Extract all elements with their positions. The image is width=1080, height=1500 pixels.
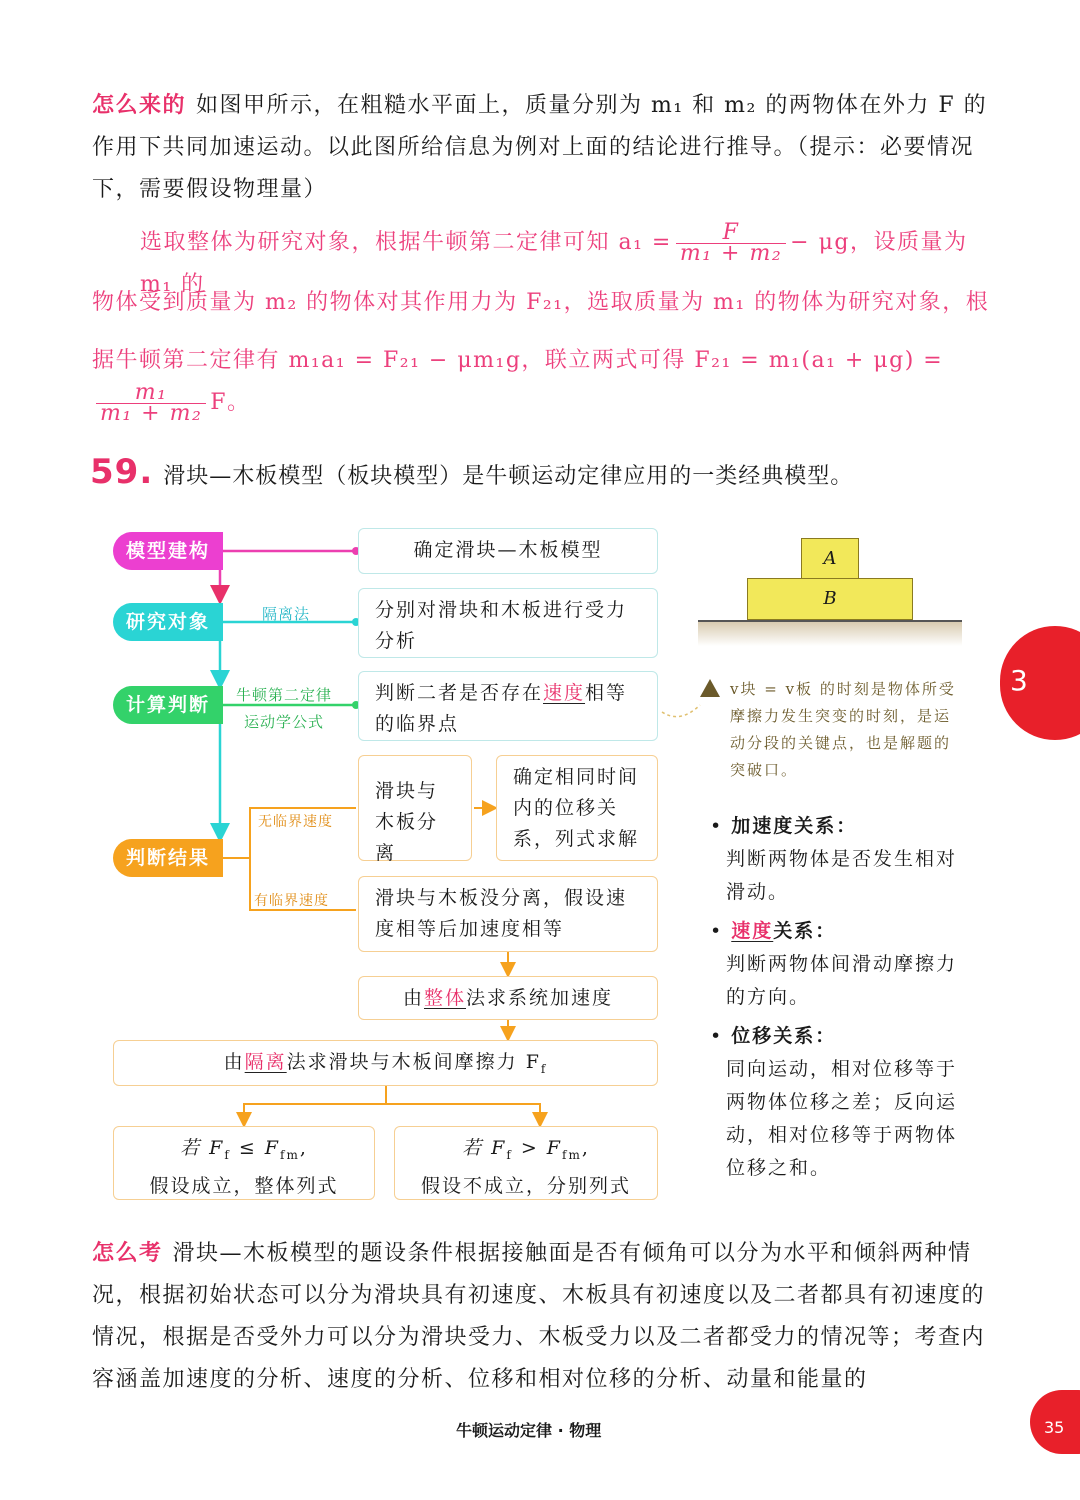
chapter-number: 3 <box>1010 664 1028 697</box>
tag-calculation: 计算判断 <box>113 686 223 724</box>
side-acceleration-text: 判断两物体是否发生相对滑动。 <box>726 848 958 903</box>
tag-model-building: 模型建构 <box>113 532 223 570</box>
side-displacement: • 位移关系： <box>710 1025 837 1047</box>
box-determine-model: 确定滑块—木板模型 <box>358 528 658 574</box>
box-force-analysis: 分别对滑块和木板进行受力分析 <box>358 588 658 658</box>
section-number: 59. <box>90 452 154 492</box>
how-tested-lead: 怎么考 <box>92 1240 163 1266</box>
tag-result: 判断结果 <box>113 839 223 877</box>
box-friction: 由隔离法求滑块与木板间摩擦力 $F_f$ <box>113 1040 658 1086</box>
footer-title: 牛顿运动定律 · 物理 <box>456 1421 602 1440</box>
how-tested-paragraph <box>92 1232 992 1401</box>
label-critical-speed: 有临界速度 <box>254 893 329 909</box>
label-isolation-method: 隔离法 <box>262 605 311 623</box>
how-tested-text: 滑块—木板模型的题设条件根据接触面是否有倾角可以分为水平和倾斜两种情况，根据初始状态可以分为滑块具有初速度、木板具有初速度以及二者都具有初速度的情况，根据是否受外力可以分为滑块受力、木板受力以及二者都受力的情况等；考查内容涵盖加速度的分析、速度的分析、位移和相对位移的分析、动量和能量的 <box>92 1241 986 1392</box>
box-no-separation: 滑块与木板没分离，假设速度相等后加速度相等 <box>358 876 658 952</box>
derivation-text: 据牛顿第二定律有 m₁a₁ = F₂₁ − μm₁g，联立两式可得 F₂₁ = m₁(a₁ + μg) = <box>92 348 944 373</box>
intro-text: 如图甲所示，在粗糙水平面上，质量分别为 m₁ 和 m₂ 的两物体在外力 F 的作用下共同加速运动。以此图所给信息为例对上面的结论进行推导。（提示：必要情况下，需要假设物理量） <box>92 93 988 202</box>
box-assumption-holds: 若 $F_f \le F_{fm}$, 假设成立，整体列式 <box>113 1126 375 1200</box>
warning-note: v块 = v板 的时刻是物体所受摩擦力发生突变的时刻，是运动分段的关键点，也是解题的突破口。 <box>730 680 956 779</box>
label-newton-second-law: 牛顿第二定律 <box>236 686 333 704</box>
derivation-text: 选取整体为研究对象，根据牛顿第二定律可知 a₁ = <box>140 230 672 255</box>
box-critical-point: 判断二者是否存在速度相等的临界点 <box>358 671 658 741</box>
label-no-critical-speed: 无临界速度 <box>258 814 333 830</box>
fraction-a1: $\frac{F}{\text{m₁ + m₂}}$ <box>676 223 786 264</box>
block-figure <box>698 536 962 648</box>
box-separation: 滑块与木板分离 <box>358 755 472 861</box>
box-assumption-fails: 若 $F_f > F_{fm}$, 假设不成立，分别列式 <box>394 1126 658 1200</box>
box-displacement: 确定相同时间内的位移关系，列式求解 <box>496 755 658 861</box>
label-kinematics: 运动学公式 <box>244 713 325 731</box>
warning-icon <box>700 679 720 697</box>
side-displacement-text: 同向运动，相对位移等于两物体位移之差；反向运动，相对位移等于两物体位移之和。 <box>726 1058 958 1179</box>
side-notes <box>710 810 972 1185</box>
intro-lead: 怎么来的 <box>92 92 187 118</box>
page-number: 35 <box>1044 1418 1065 1437</box>
block-a: A <box>801 538 859 580</box>
block-b: B <box>747 578 913 620</box>
side-velocity: • 速度关系： <box>710 920 837 942</box>
derivation-text: 物体受到质量为 m₂ 的物体对其作用力为 F₂₁，选取质量为 m₁ 的物体为研究对象，根 <box>92 290 990 315</box>
ground-texture <box>698 622 962 646</box>
tag-research-object: 研究对象 <box>113 603 223 641</box>
box-system-acceleration: 由整体法求系统加速度 <box>358 976 658 1020</box>
derivation-text: F。 <box>210 390 251 415</box>
fraction-f21: $\frac{\text{m₁}}{\text{m₁ + m₂}}$ <box>96 383 206 424</box>
derivation-text: − μg，设质量为 m₁ 的 <box>140 230 968 297</box>
side-acceleration: • 加速度关系： <box>710 815 858 837</box>
side-velocity-text: 判断两物体间滑动摩擦力的方向。 <box>726 953 958 1008</box>
section-title: 滑块—木板模型（板块模型）是牛顿运动定律应用的一类经典模型。 <box>163 464 854 489</box>
